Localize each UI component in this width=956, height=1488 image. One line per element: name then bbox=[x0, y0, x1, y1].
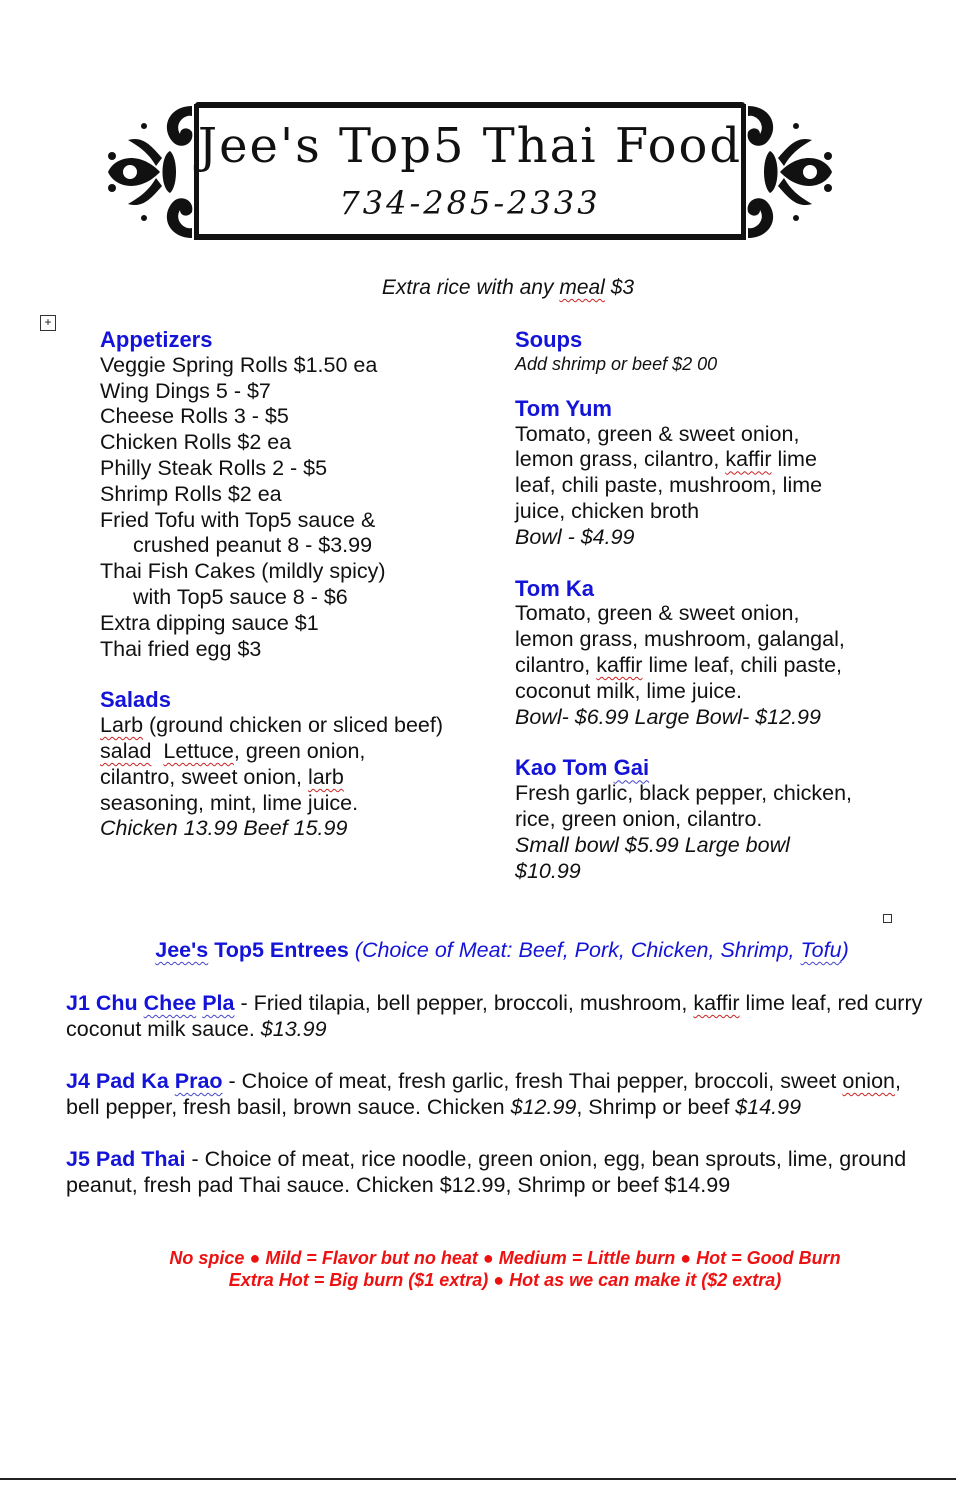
entree-desc: , bell pepper, fresh basil, brown sauce. Chicken bbox=[66, 1069, 901, 1119]
appetizer-item: Veggie Spring Rolls $1.50 ea bbox=[100, 352, 378, 377]
kao-tom-gai-heading-b: Gai bbox=[613, 755, 650, 781]
entree-code: J4 Pad Ka bbox=[66, 1069, 175, 1093]
entree-code: Chee bbox=[143, 991, 197, 1015]
restaurant-name: Jee's Top5 Thai Food bbox=[197, 118, 743, 174]
entree-code: Pla bbox=[202, 991, 235, 1015]
entree-price: $12.99 bbox=[510, 1094, 577, 1119]
salad-desc-part: , green onion, bbox=[233, 738, 366, 763]
appetizer-item: Extra dipping sauce $1 bbox=[100, 610, 319, 635]
tom-ka-heading: Tom Ka bbox=[515, 575, 595, 601]
tom-yum-desc-line bbox=[515, 447, 895, 473]
salad-desc-part bbox=[151, 739, 163, 763]
salad-desc-line bbox=[100, 765, 480, 791]
left-column bbox=[100, 327, 480, 842]
entree-desc: lime leaf, red curry coconut milk sauce. bbox=[66, 991, 923, 1041]
tom-yum-price: Bowl - $4.99 bbox=[515, 524, 635, 549]
appetizer-item-cont: with Top5 sauce 8 - $6 bbox=[133, 584, 348, 609]
kao-tom-gai-price: Small bowl $5.99 Large bowl bbox=[515, 832, 790, 857]
page-bottom-divider bbox=[0, 1478, 956, 1480]
salad-desc-part: cilantro, sweet onion, bbox=[100, 764, 308, 789]
tom-ka-desc-part: cilantro, bbox=[515, 652, 597, 677]
tom-yum-desc-line: leaf, chili paste, mushroom, lime bbox=[515, 473, 823, 498]
kao-tom-gai-price: $10.99 bbox=[515, 858, 581, 883]
entrees-title bbox=[0, 938, 956, 963]
spice-legend-line-2: Extra Hot = Big burn ($1 extra) ● Hot as we can make it ($2 extra) bbox=[228, 1270, 782, 1290]
phone-number: 734-285-2333 bbox=[339, 184, 601, 222]
appetizer-item-cont: crushed peanut 8 - $3.99 bbox=[133, 533, 373, 558]
entree-j1 bbox=[66, 991, 926, 1043]
appetizer-item: Shrimp Rolls $2 ea bbox=[100, 481, 282, 506]
appetizer-item: Thai Fish Cakes (mildly spicy) bbox=[100, 559, 386, 584]
appetizer-item: Fried Tofu with Top5 sauce & bbox=[100, 507, 376, 532]
entree-code: J5 Pad Thai bbox=[66, 1147, 186, 1171]
entree-price: $13.99 bbox=[260, 1016, 327, 1041]
salad-desc-part: larb bbox=[307, 764, 344, 789]
entrees-title-c: (Choice of Meat: Beef, Pork, Chicken, Shrimp, bbox=[348, 938, 801, 962]
entree-j5 bbox=[66, 1147, 926, 1199]
salads-heading: Salads bbox=[100, 687, 171, 713]
entree-j4 bbox=[66, 1069, 936, 1121]
entree-desc: - Choice of meat, rice noodle, green onion, egg, bean sprouts, lime, ground peanut, fresh pad Thai sauce. Chicken $12.99, Shrimp or beef $14.99 bbox=[66, 1147, 907, 1197]
tom-yum-desc-line: juice, chicken broth bbox=[515, 498, 700, 523]
appetizer-item: Wing Dings 5 - $7 bbox=[100, 378, 271, 403]
appetizer-item: Cheese Rolls 3 - $5 bbox=[100, 404, 289, 429]
kao-tom-gai-desc-line: rice, green onion, cilantro. bbox=[515, 806, 763, 831]
entree-code: J1 Chu bbox=[66, 991, 144, 1015]
entrees-title-e: ) bbox=[841, 938, 849, 962]
appetizers-heading: Appetizers bbox=[100, 327, 213, 352]
tom-ka-desc-part: kaffir bbox=[596, 652, 643, 677]
table-resize-handle-icon[interactable] bbox=[883, 914, 892, 923]
salad-desc-part: salad bbox=[100, 738, 152, 763]
tom-yum-desc-line: Tomato, green & sweet onion, bbox=[515, 421, 800, 446]
salad-desc-line bbox=[100, 713, 480, 739]
salad-desc-part: Larb bbox=[100, 713, 144, 738]
extra-rice-note bbox=[0, 276, 956, 300]
appetizer-item: Philly Steak Rolls 2 - $5 bbox=[100, 455, 328, 480]
tom-yum-desc-part: lime bbox=[771, 447, 817, 472]
tom-yum-desc-part: lemon grass, cilantro, bbox=[515, 447, 726, 472]
tom-ka-desc-line: coconut milk, lime juice. bbox=[515, 678, 743, 703]
tom-yum-heading: Tom Yum bbox=[515, 395, 612, 421]
right-column bbox=[515, 327, 895, 884]
entrees-title-d: Tofu bbox=[800, 938, 842, 962]
tom-ka-desc-line: lemon grass, mushroom, galangal, bbox=[515, 627, 845, 652]
intro-text-meal: meal bbox=[559, 276, 605, 299]
entree-desc: kaffir bbox=[693, 991, 740, 1015]
appetizer-item: Thai fried egg $3 bbox=[100, 636, 262, 661]
entree-desc: - Choice of meat, fresh garlic, fresh Thai pepper, broccoli, sweet bbox=[222, 1069, 843, 1093]
tom-ka-desc-part: lime leaf, chili paste, bbox=[642, 652, 843, 677]
salad-desc-part: (ground chicken or sliced beef) bbox=[143, 713, 444, 738]
kao-tom-gai-heading bbox=[515, 755, 895, 781]
salad-price: Chicken 13.99 Beef 15.99 bbox=[100, 816, 348, 841]
entree-desc: - Fried tilapia, bell pepper, broccoli, mushroom, bbox=[234, 991, 694, 1015]
tom-ka-price: Bowl- $6.99 Large Bowl- $12.99 bbox=[515, 704, 821, 729]
soups-note: Add shrimp or beef $2 00 bbox=[515, 353, 718, 374]
intro-text-b: $3 bbox=[604, 276, 635, 299]
entrees-title-b: Top5 Entrees bbox=[208, 938, 349, 962]
entree-price: $14.99 bbox=[735, 1094, 802, 1119]
entrees-title-a: Jee's bbox=[155, 938, 209, 962]
table-move-handle-icon[interactable]: + bbox=[40, 315, 56, 331]
salad-desc-line: seasoning, mint, lime juice. bbox=[100, 790, 359, 815]
entree-code: Prao bbox=[174, 1069, 223, 1093]
tom-ka-desc-line: Tomato, green & sweet onion, bbox=[515, 601, 800, 626]
entree-desc: , Shrimp or beef bbox=[576, 1094, 736, 1119]
kao-tom-gai-heading-a: Kao Tom bbox=[515, 755, 614, 781]
kao-tom-gai-desc-line: Fresh garlic, black pepper, chicken, bbox=[515, 781, 852, 806]
entree-desc: onion bbox=[842, 1069, 895, 1093]
salad-desc-line bbox=[100, 739, 480, 765]
tom-ka-desc-line bbox=[515, 653, 895, 679]
intro-text-a: Extra rice with any bbox=[381, 276, 560, 299]
soups-heading: Soups bbox=[515, 327, 583, 352]
salad-desc-part: Lettuce bbox=[163, 738, 234, 763]
spice-legend-line-1: No spice ● Mild = Flavor but no heat ● Medium = Little burn ● Hot = Good Burn bbox=[169, 1248, 841, 1268]
tom-yum-desc-part: kaffir bbox=[725, 447, 772, 472]
appetizer-item: Chicken Rolls $2 ea bbox=[100, 430, 292, 455]
